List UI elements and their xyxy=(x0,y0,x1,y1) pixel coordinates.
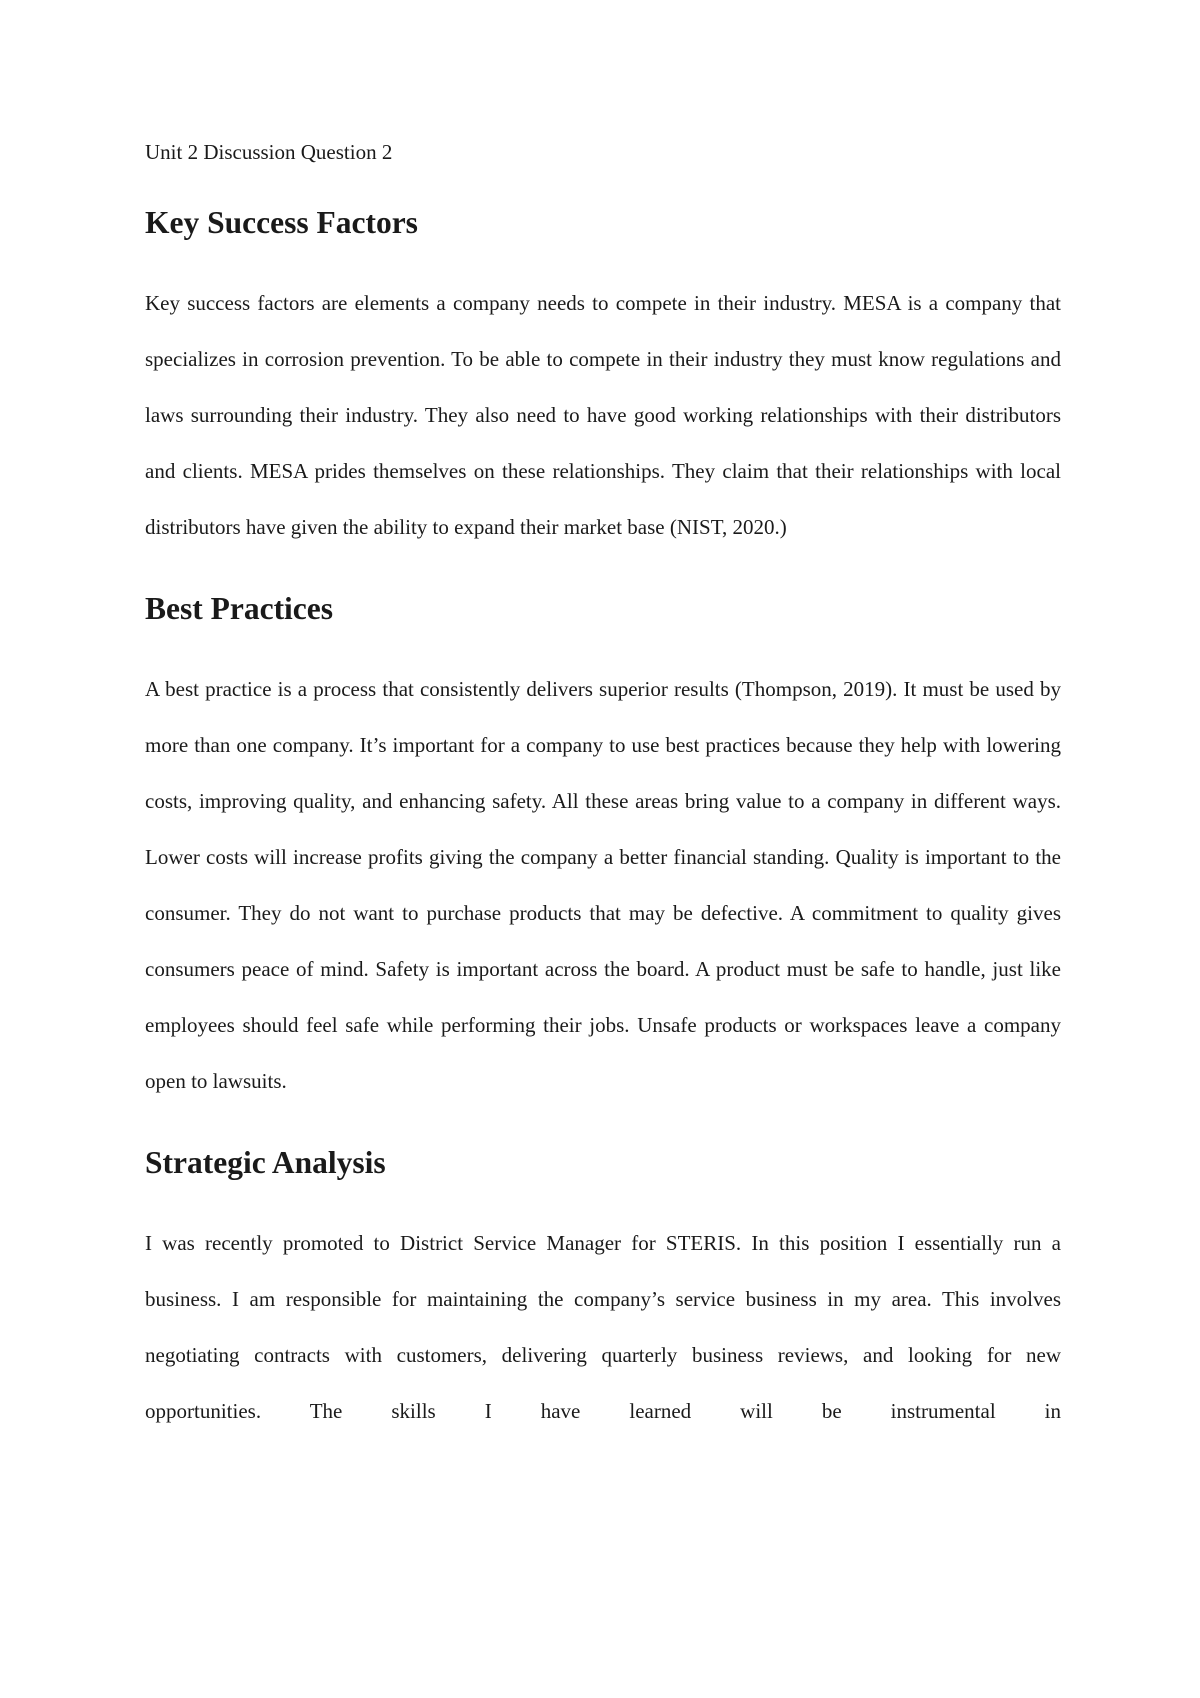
document-title: Unit 2 Discussion Question 2 xyxy=(145,140,393,164)
paragraph-strategic-analysis: I was recently promoted to District Service Manager for STERIS. In this position I essentially run a business. I am responsible for maintaining the company’s service business in my area. This involves negotiating contracts with customers, delivering quarterly business reviews, and looking for new opportunities. The skills I have learned will be instrumental in xyxy=(145,1231,1061,1423)
document-body xyxy=(145,138,1061,1439)
paragraph-best-practices: A best practice is a process that consistently delivers superior results (Thompson, 2019). It must be used by more than one company. It’s important for a company to use best practices because they help with lowering costs, improving quality, and enhancing safety. All these areas bring value to a company in different ways. Lower costs will increase profits giving the company a better financial standing. Quality is important to the consumer. They do not want to purchase products that may be defective. A commitment to quality gives consumers peace of mind. Safety is important across the board. A product must be safe to handle, just like employees should feel safe while performing their jobs. Unsafe products or workspaces leave a company open to lawsuits. xyxy=(145,677,1061,1093)
section-heading-strategic-analysis: Strategic Analysis xyxy=(145,1145,386,1180)
section-heading-best-practices: Best Practices xyxy=(145,591,334,626)
section-heading-key-success-factors: Key Success Factors xyxy=(145,205,418,240)
paragraph-key-success-factors: Key success factors are elements a company needs to compete in their industry. MESA is a company that specializes in corrosion prevention. To be able to compete in their industry they must know regulations and laws surrounding their industry. They also need to have good working relationships with their distributors and clients. MESA prides themselves on these relationships. They claim that their relationships with local distributors have given the ability to expand their market base (NIST, 2020.) xyxy=(145,291,1061,539)
